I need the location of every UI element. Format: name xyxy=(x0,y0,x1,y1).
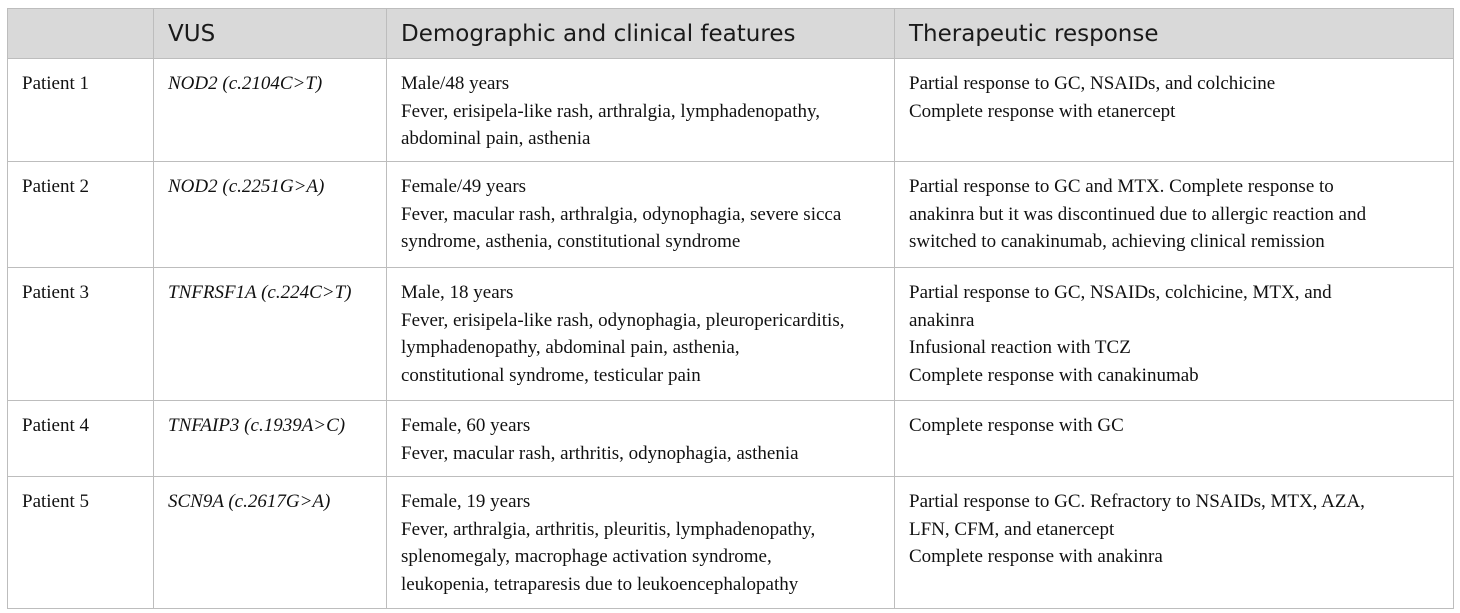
features-cell xyxy=(387,59,895,162)
response-cell xyxy=(895,162,1454,268)
response-line: switched to canakinumab, achieving clinical remission xyxy=(909,231,1325,252)
response-line: anakinra xyxy=(909,309,975,331)
vus-cell: TNFAIP3 (c.1939A>C) xyxy=(154,401,387,477)
features-cell xyxy=(387,401,895,477)
features-line: Female, 19 years xyxy=(401,491,531,512)
features-line: Fever, macular rash, arthritis, odynophagia, asthenia xyxy=(401,442,799,464)
response-line: Partial response to GC, NSAIDs, and colchicine xyxy=(909,73,1276,94)
table-row xyxy=(8,401,1454,477)
features-line: abdominal pain, asthenia xyxy=(401,128,591,149)
header-vus: VUS xyxy=(154,9,387,59)
table-row xyxy=(8,59,1454,162)
features-line: Fever, erisipela-like rash, odynophagia, pleuropericarditis, xyxy=(401,309,845,331)
features-line: Male/48 years xyxy=(401,73,510,94)
vus-cell: NOD2 (c.2104C>T) xyxy=(154,59,387,162)
response-line: Complete response with canakinumab xyxy=(909,364,1199,386)
vus-cell: NOD2 (c.2251G>A) xyxy=(154,162,387,268)
response-cell xyxy=(895,401,1454,477)
features-cell xyxy=(387,477,895,609)
response-cell xyxy=(895,59,1454,162)
patient-table-container xyxy=(7,8,1453,609)
patient-cell: Patient 5 xyxy=(8,477,154,609)
vus-cell: TNFRSF1A (c.224C>T) xyxy=(154,268,387,401)
header-response: Therapeutic response xyxy=(895,9,1454,59)
response-cell xyxy=(895,268,1454,401)
features-line: splenomegaly, macrophage activation syndrome, xyxy=(401,546,772,567)
vus-cell: SCN9A (c.2617G>A) xyxy=(154,477,387,609)
features-line: Female/49 years xyxy=(401,176,527,197)
patient-table xyxy=(7,8,1454,609)
features-line: Female, 60 years xyxy=(401,415,531,436)
response-line: LFN, CFM, and etanercept xyxy=(909,518,1115,540)
patient-cell: Patient 1 xyxy=(8,59,154,162)
features-cell xyxy=(387,268,895,401)
response-line: Complete response with etanercept xyxy=(909,100,1176,122)
features-line: syndrome, asthenia, constitutional syndrome xyxy=(401,231,741,252)
features-line: Fever, erisipela-like rash, arthralgia, lymphadenopathy, xyxy=(401,100,821,122)
header-patient xyxy=(8,9,154,59)
features-cell xyxy=(387,162,895,268)
header-features: Demographic and clinical features xyxy=(387,9,895,59)
response-line: anakinra but it was discontinued due to allergic reaction and xyxy=(909,203,1367,225)
response-line: Complete response with anakinra xyxy=(909,546,1163,567)
patient-cell: Patient 3 xyxy=(8,268,154,401)
features-line: constitutional syndrome, testicular pain xyxy=(401,364,701,386)
response-line: Partial response to GC, NSAIDs, colchicine, MTX, and xyxy=(909,282,1332,303)
table-row xyxy=(8,477,1454,609)
response-cell xyxy=(895,477,1454,609)
patient-cell: Patient 4 xyxy=(8,401,154,477)
features-line: leukopenia, tetraparesis due to leukoencephalopathy xyxy=(401,573,799,595)
table-row xyxy=(8,268,1454,401)
table-row xyxy=(8,162,1454,268)
features-line: Fever, macular rash, arthralgia, odynophagia, severe sicca xyxy=(401,203,842,225)
response-line: Infusional reaction with TCZ xyxy=(909,337,1131,358)
patient-cell: Patient 2 xyxy=(8,162,154,268)
response-line: Partial response to GC. Refractory to NSAIDs, MTX, AZA, xyxy=(909,491,1365,512)
features-line: Fever, arthralgia, arthritis, pleuritis, lymphadenopathy, xyxy=(401,518,816,540)
features-line: Male, 18 years xyxy=(401,282,514,303)
table-header-row xyxy=(8,9,1454,59)
response-line: Complete response with GC xyxy=(909,415,1124,436)
features-line: lymphadenopathy, abdominal pain, asthenia, xyxy=(401,337,740,358)
response-line: Partial response to GC and MTX. Complete response to xyxy=(909,176,1334,197)
